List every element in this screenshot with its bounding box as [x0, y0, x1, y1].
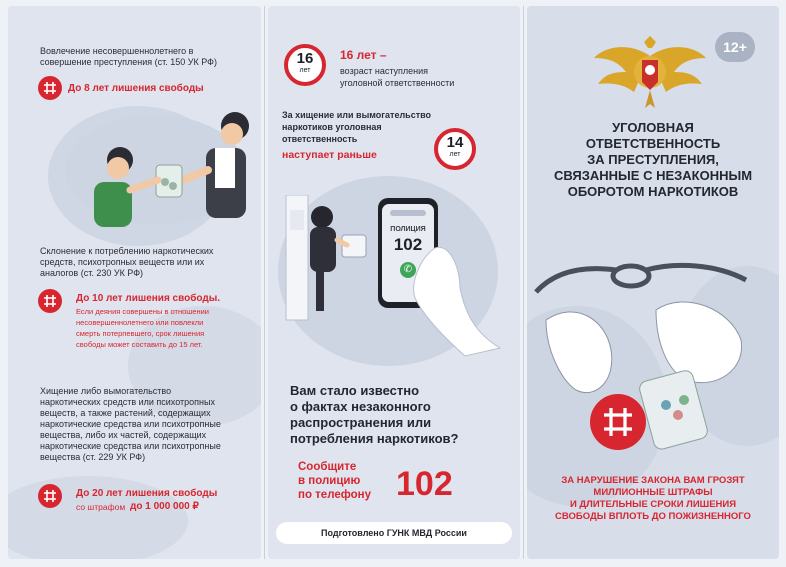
age-rating-badge: 12+: [715, 32, 755, 62]
fine-amount: до 1 000 000 ₽: [130, 501, 199, 512]
question-line: распространения или: [290, 415, 432, 430]
theft-text: За хищение или вымогательство: [282, 110, 432, 120]
police-emblem-icon: [590, 36, 710, 112]
report-line: Сообщите: [298, 461, 357, 473]
question-line: потребления наркотиков?: [290, 431, 459, 446]
phone-label: ПОЛИЦИЯ: [390, 226, 426, 233]
theft-text: наркотиков уголовная: [282, 122, 382, 132]
man-boy-illustration: [60, 110, 250, 230]
age-16-badge: 16 лет: [284, 44, 326, 86]
handcuffs-illustration: [516, 240, 778, 460]
note-line: свободы может составить до 15 лет.: [76, 340, 203, 349]
text-line: вещества (ст. 229 УК РФ): [40, 452, 146, 462]
text-line: Хищение либо вымогательство: [40, 386, 172, 396]
report-line: по телефону: [298, 489, 372, 501]
text-line: средств, психотропных веществ или их: [40, 257, 205, 267]
main-title: УГОЛОВНАЯ ОТВЕТСТВЕННОСТЬ ЗА ПРЕСТУПЛЕНИЯ, СВЯЗАННЫЕ С НЕЗАКОННЫМ ОБОРОТОМ НАРКОТИКОВ: [553, 120, 753, 199]
text-line: Вовлечение несовершеннолетнего в: [40, 46, 194, 56]
hashtag-grid-icon: [590, 394, 646, 450]
text-line: Склонение к потреблению наркотических: [40, 246, 214, 256]
text-line: совершение преступления (ст. 150 УК РФ): [40, 57, 217, 67]
question-line: Вам стало известно: [290, 383, 420, 398]
penalty-text: До 20 лет лишения свободы: [76, 488, 218, 499]
text-line: наркотических средств или психотропных: [40, 397, 215, 407]
note-line: несовершеннолетнего или повлекли: [76, 318, 204, 327]
phone-number: 102: [393, 235, 423, 254]
note-line: смерть потерпевшего, срок лишения: [76, 329, 205, 338]
theft-red-text: наступает раньше: [282, 149, 377, 161]
penalty-text: До 8 лет лишения свободы: [68, 83, 204, 94]
warning-text: ЗА НАРУШЕНИЕ ЗАКОНА ВАМ ГРОЗЯТ МИЛЛИОННЫЕ ШТРАФЫ И ДЛИТЕЛЬНЫЕ СРОКИ ЛИШЕНИЯ СВОБОДЫ ВПЛОТЬ ДО ПОЖИЗНЕННОГО: [555, 475, 751, 522]
report-line: в полицию: [298, 475, 361, 487]
phone-icon[interactable]: ✆: [400, 262, 416, 278]
fold-line: [264, 6, 265, 559]
note-line: Если деяния совершены в отношении: [76, 307, 209, 316]
text-line: наркотические средства или психотропные: [40, 419, 221, 429]
hashtag-grid-icon: [38, 484, 62, 508]
age-14-badge: 14 лет: [434, 128, 476, 170]
text-line: наркотические средства или психотропные: [40, 441, 221, 451]
person-illustration: [282, 195, 372, 325]
footer-credit: Подготовлено ГУНК МВД России: [276, 522, 512, 544]
report-number: 102: [396, 465, 453, 503]
age16-text: возраст наступления: [340, 66, 429, 76]
penalty-text: До 10 лет лишения свободы.: [76, 293, 221, 304]
text-line: аналогов (ст. 230 УК РФ): [40, 268, 144, 278]
age16-text: уголовной ответственности: [340, 78, 455, 88]
text-line: веществ, а также растений, содержащих: [40, 408, 211, 418]
question-line: о фактах незаконного: [290, 399, 431, 414]
hashtag-grid-icon: [38, 289, 62, 313]
fine-prefix: со штрафом: [76, 502, 126, 512]
hashtag-grid-icon: [38, 76, 62, 100]
hand-illustration: [405, 238, 505, 358]
age16-title: 16 лет –: [340, 48, 387, 62]
theft-text: ответственность: [282, 134, 358, 144]
text-line: вещества, либо их частей, содержащих: [40, 430, 207, 440]
